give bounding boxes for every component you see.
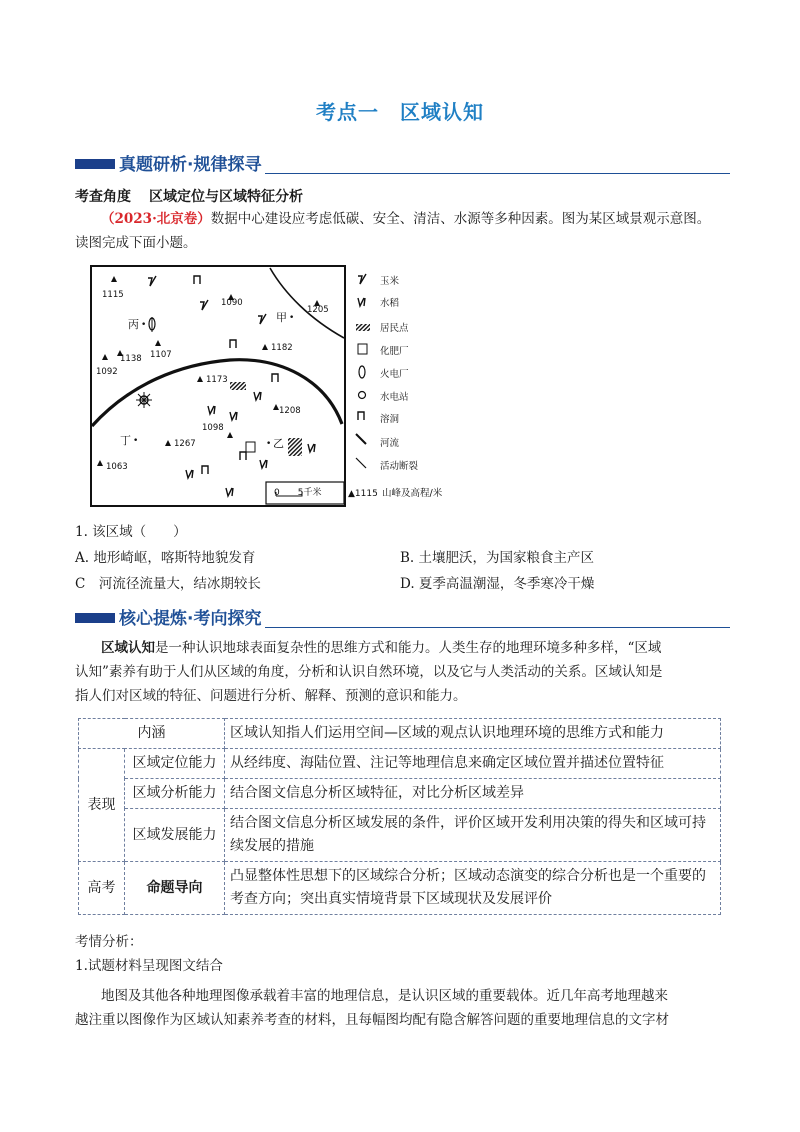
table-cell: 区域发展能力 [125, 809, 225, 862]
intro-line-2: 读图完成下面小题。 [75, 235, 197, 251]
option-c[interactable]: C 河流径流量大，结冰期较长 [75, 576, 261, 592]
peak-1138: 1138 [120, 354, 142, 364]
peak-1098: 1098 [202, 423, 224, 433]
svg-text:•: • [133, 436, 139, 446]
settlement-icon [230, 382, 246, 390]
table-cell: 区域认知指人们运用空间—区域的观点认识地理环境的思维方式和能力 [225, 719, 721, 749]
analysis-line-2: 越注重以图像作为区域认知素养考查的材料，且每幅图均配有隐含解答问题的重要地理信息的文字材 [75, 1012, 669, 1028]
map-legend [348, 274, 443, 499]
table-cell: 区域定位能力 [125, 749, 225, 779]
table-group-cell: 高考 [79, 862, 125, 915]
section-title: 真题研析·规律探寻 [115, 150, 265, 175]
peak-1092: 1092 [96, 367, 118, 377]
core-line-1: 是一种认识地球表面复杂性的思维方式和能力。人类生存的地理环境多种多样，“区域 [155, 640, 662, 656]
peak-1182: 1182 [271, 343, 293, 353]
option-b[interactable]: B. 土壤肥沃，为国家粮食主产区 [400, 550, 595, 566]
page-title: 考点一 区域认知 [316, 100, 484, 124]
legend-hydropower: 水电站 [380, 392, 409, 403]
place-jia: 甲 [276, 311, 287, 324]
peak-1107: 1107 [150, 350, 172, 360]
table-cell: 内涵 [79, 719, 225, 749]
peak-1090: 1090 [221, 298, 243, 308]
table-row [79, 719, 721, 749]
exam-angle-value: 区域定位与区域特征分析 [149, 189, 303, 205]
analysis-label: 考情分析： [75, 934, 143, 950]
region-landscape-map [90, 264, 470, 512]
core-line-3: 指人们对区域的特征、问题进行分析、解释、预测的意识和能力。 [75, 688, 467, 704]
svg-text:•: • [289, 313, 295, 323]
legend-fertilizer-plant: 化肥厂 [380, 346, 409, 357]
peak-1205: 1205 [307, 305, 329, 315]
regional-cognition-table [78, 718, 721, 915]
legend-river: 河流 [380, 438, 400, 449]
analysis-section [75, 930, 730, 1032]
peak-1267: 1267 [174, 439, 196, 449]
legend-settlement: 居民点 [380, 323, 409, 334]
section-header-2 [75, 604, 730, 630]
scale-label: 0 5千米 [274, 488, 322, 498]
peak-1115: 1115 [102, 290, 124, 300]
peak-1208: 1208 [279, 406, 301, 416]
place-ding: 丁 [120, 434, 131, 447]
hydropower-icon [136, 392, 152, 408]
peak-1173: 1173 [206, 375, 228, 385]
intro-line-1: 数据中心建设应考虑低碳、安全、清洁、水源等多种因素。图为某区域景观示意图。 [210, 211, 711, 227]
table-cell: 凸显整体性思想下的区域综合分析；区域动态演变的综合分析也是一个重要的考查方向；突出真实情境背景下区域现状及发展评价 [225, 862, 721, 915]
intro-paragraph [75, 207, 730, 255]
svg-text:•: • [266, 439, 272, 449]
legend-rice: 水稻 [380, 298, 400, 309]
place-bing: 丙 [128, 318, 139, 331]
legend-fault: 活动断裂 [380, 461, 419, 472]
legend-cave: 溶洞 [380, 414, 400, 425]
table-row [79, 749, 721, 779]
peak-1063: 1063 [106, 462, 128, 472]
svg-text:•: • [141, 320, 147, 330]
table-cell: 从经纬度、海陆位置、注记等地理信息来确定区域位置并描述位置特征 [225, 749, 721, 779]
legend-thermal-plant: 火电厂 [380, 369, 409, 380]
legend-corn: 玉米 [380, 276, 400, 287]
section-title: 核心提炼·考向探究 [115, 604, 265, 629]
table-cell: 命题导向 [125, 862, 225, 915]
option-a[interactable]: A. 地形崎岖，喀斯特地貌发育 [75, 550, 256, 566]
table-group-cell: 表现 [79, 749, 125, 862]
settlement-icon [288, 438, 302, 456]
core-line-2: 认知”素养有助于人们从区域的角度，分析和认识自然环境，以及它与人类活动的关系。区域认知是 [75, 664, 663, 680]
exam-angle [75, 186, 303, 206]
map-frame [91, 266, 345, 506]
exam-angle-label: 考查角度 [75, 189, 131, 205]
legend-elev-sample: ▲1115 [348, 489, 378, 499]
table-cell: 区域分析能力 [125, 779, 225, 809]
core-term: 区域认知 [101, 640, 155, 656]
table-row [79, 779, 721, 809]
table-row [79, 809, 721, 862]
place-yi: 乙 [273, 437, 284, 450]
legend-peak: 山峰及高程/米 [382, 488, 443, 499]
table-cell: 结合图文信息分析区域发展的条件，评价区域开发利用决策的得失和区域可持续发展的措施 [225, 809, 721, 862]
question-1: 1. 该区域（ ） [75, 524, 187, 540]
analysis-line-1: 地图及其他各种地理图像承载着丰富的地理信息，是认识区域的重要载体。近几年高考地理越来 [101, 988, 668, 1004]
table-cell: 结合图文信息分析区域特征，对比分析区域差异 [225, 779, 721, 809]
section-header-1 [75, 150, 730, 176]
option-d[interactable]: D. 夏季高温潮湿，冬季寒冷干燥 [400, 576, 595, 592]
table-row [79, 862, 721, 915]
analysis-point-1: 1.试题材料呈现图文结合 [75, 958, 223, 974]
core-paragraph [75, 636, 730, 708]
exam-source: （2023·北京卷） [101, 211, 211, 227]
